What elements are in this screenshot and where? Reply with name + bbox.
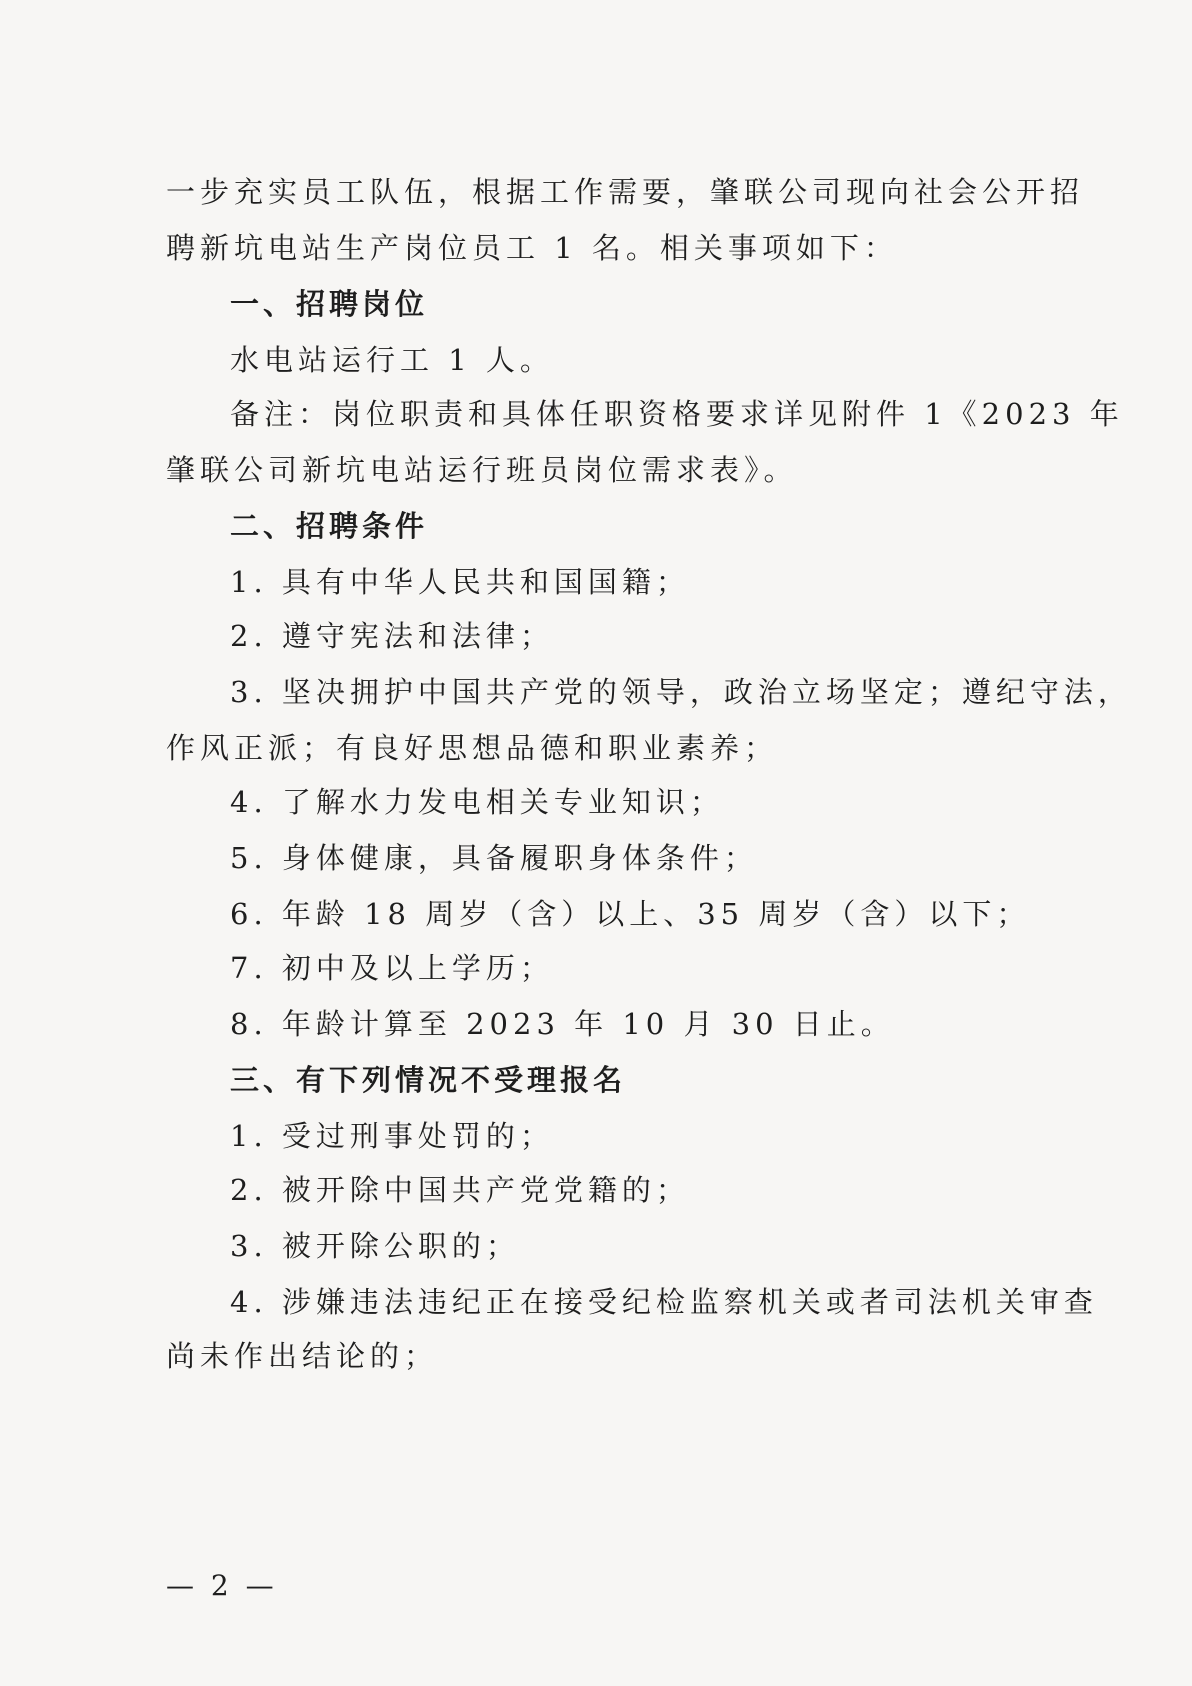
section-heading-exclusions: 三、有下列情况不受理报名 — [230, 1063, 627, 1097]
condition-item-4: 4. 了解水力发电相关专业知识； — [230, 785, 724, 819]
section-heading-conditions: 二、招聘条件 — [230, 509, 429, 543]
condition-item-7: 7. 初中及以上学历； — [230, 951, 554, 985]
condition-item-3-line-2: 作风正派；有良好思想品德和职业素养； — [166, 731, 779, 765]
condition-item-1: 1. 具有中华人民共和国国籍； — [230, 565, 690, 599]
exclusion-item-2: 2. 被开除中国共产党党籍的； — [230, 1173, 690, 1207]
intro-paragraph-line-2: 聘新坑电站生产岗位员工 1 名。相关事项如下： — [166, 231, 898, 265]
condition-item-3-line-1: 3. 坚决拥护中国共产党的领导，政治立场坚定；遵纪守法， — [230, 675, 1132, 709]
page-number: — 2 — — [166, 1569, 278, 1602]
condition-item-6: 6. 年龄 18 周岁（含）以上、35 周岁（含）以下； — [230, 897, 1031, 931]
condition-item-2: 2. 遵守宪法和法律； — [230, 619, 554, 653]
exclusion-item-3: 3. 被开除公职的； — [230, 1229, 520, 1263]
condition-item-5: 5. 身体健康，具备履职身体条件； — [230, 841, 758, 875]
note-line-1: 备注：岗位职责和具体任职资格要求详见附件 1《2023 年 — [230, 397, 1124, 431]
exclusion-item-4-line-1: 4. 涉嫌违法违纪正在接受纪检监察机关或者司法机关审查 — [230, 1285, 1098, 1319]
intro-paragraph-line-1: 一步充实员工队伍，根据工作需要，肇联公司现向社会公开招 — [166, 175, 1085, 209]
position-item: 水电站运行工 1 人。 — [230, 343, 554, 377]
note-line-2: 肇联公司新坑电站运行班员岗位需求表》。 — [166, 453, 798, 487]
section-heading-positions: 一、招聘岗位 — [230, 287, 429, 321]
exclusion-item-1: 1. 受过刑事处罚的； — [230, 1119, 554, 1153]
condition-item-8: 8. 年龄计算至 2023 年 10 月 30 日止。 — [230, 1007, 895, 1041]
exclusion-item-4-line-2: 尚未作出结论的； — [166, 1339, 439, 1373]
